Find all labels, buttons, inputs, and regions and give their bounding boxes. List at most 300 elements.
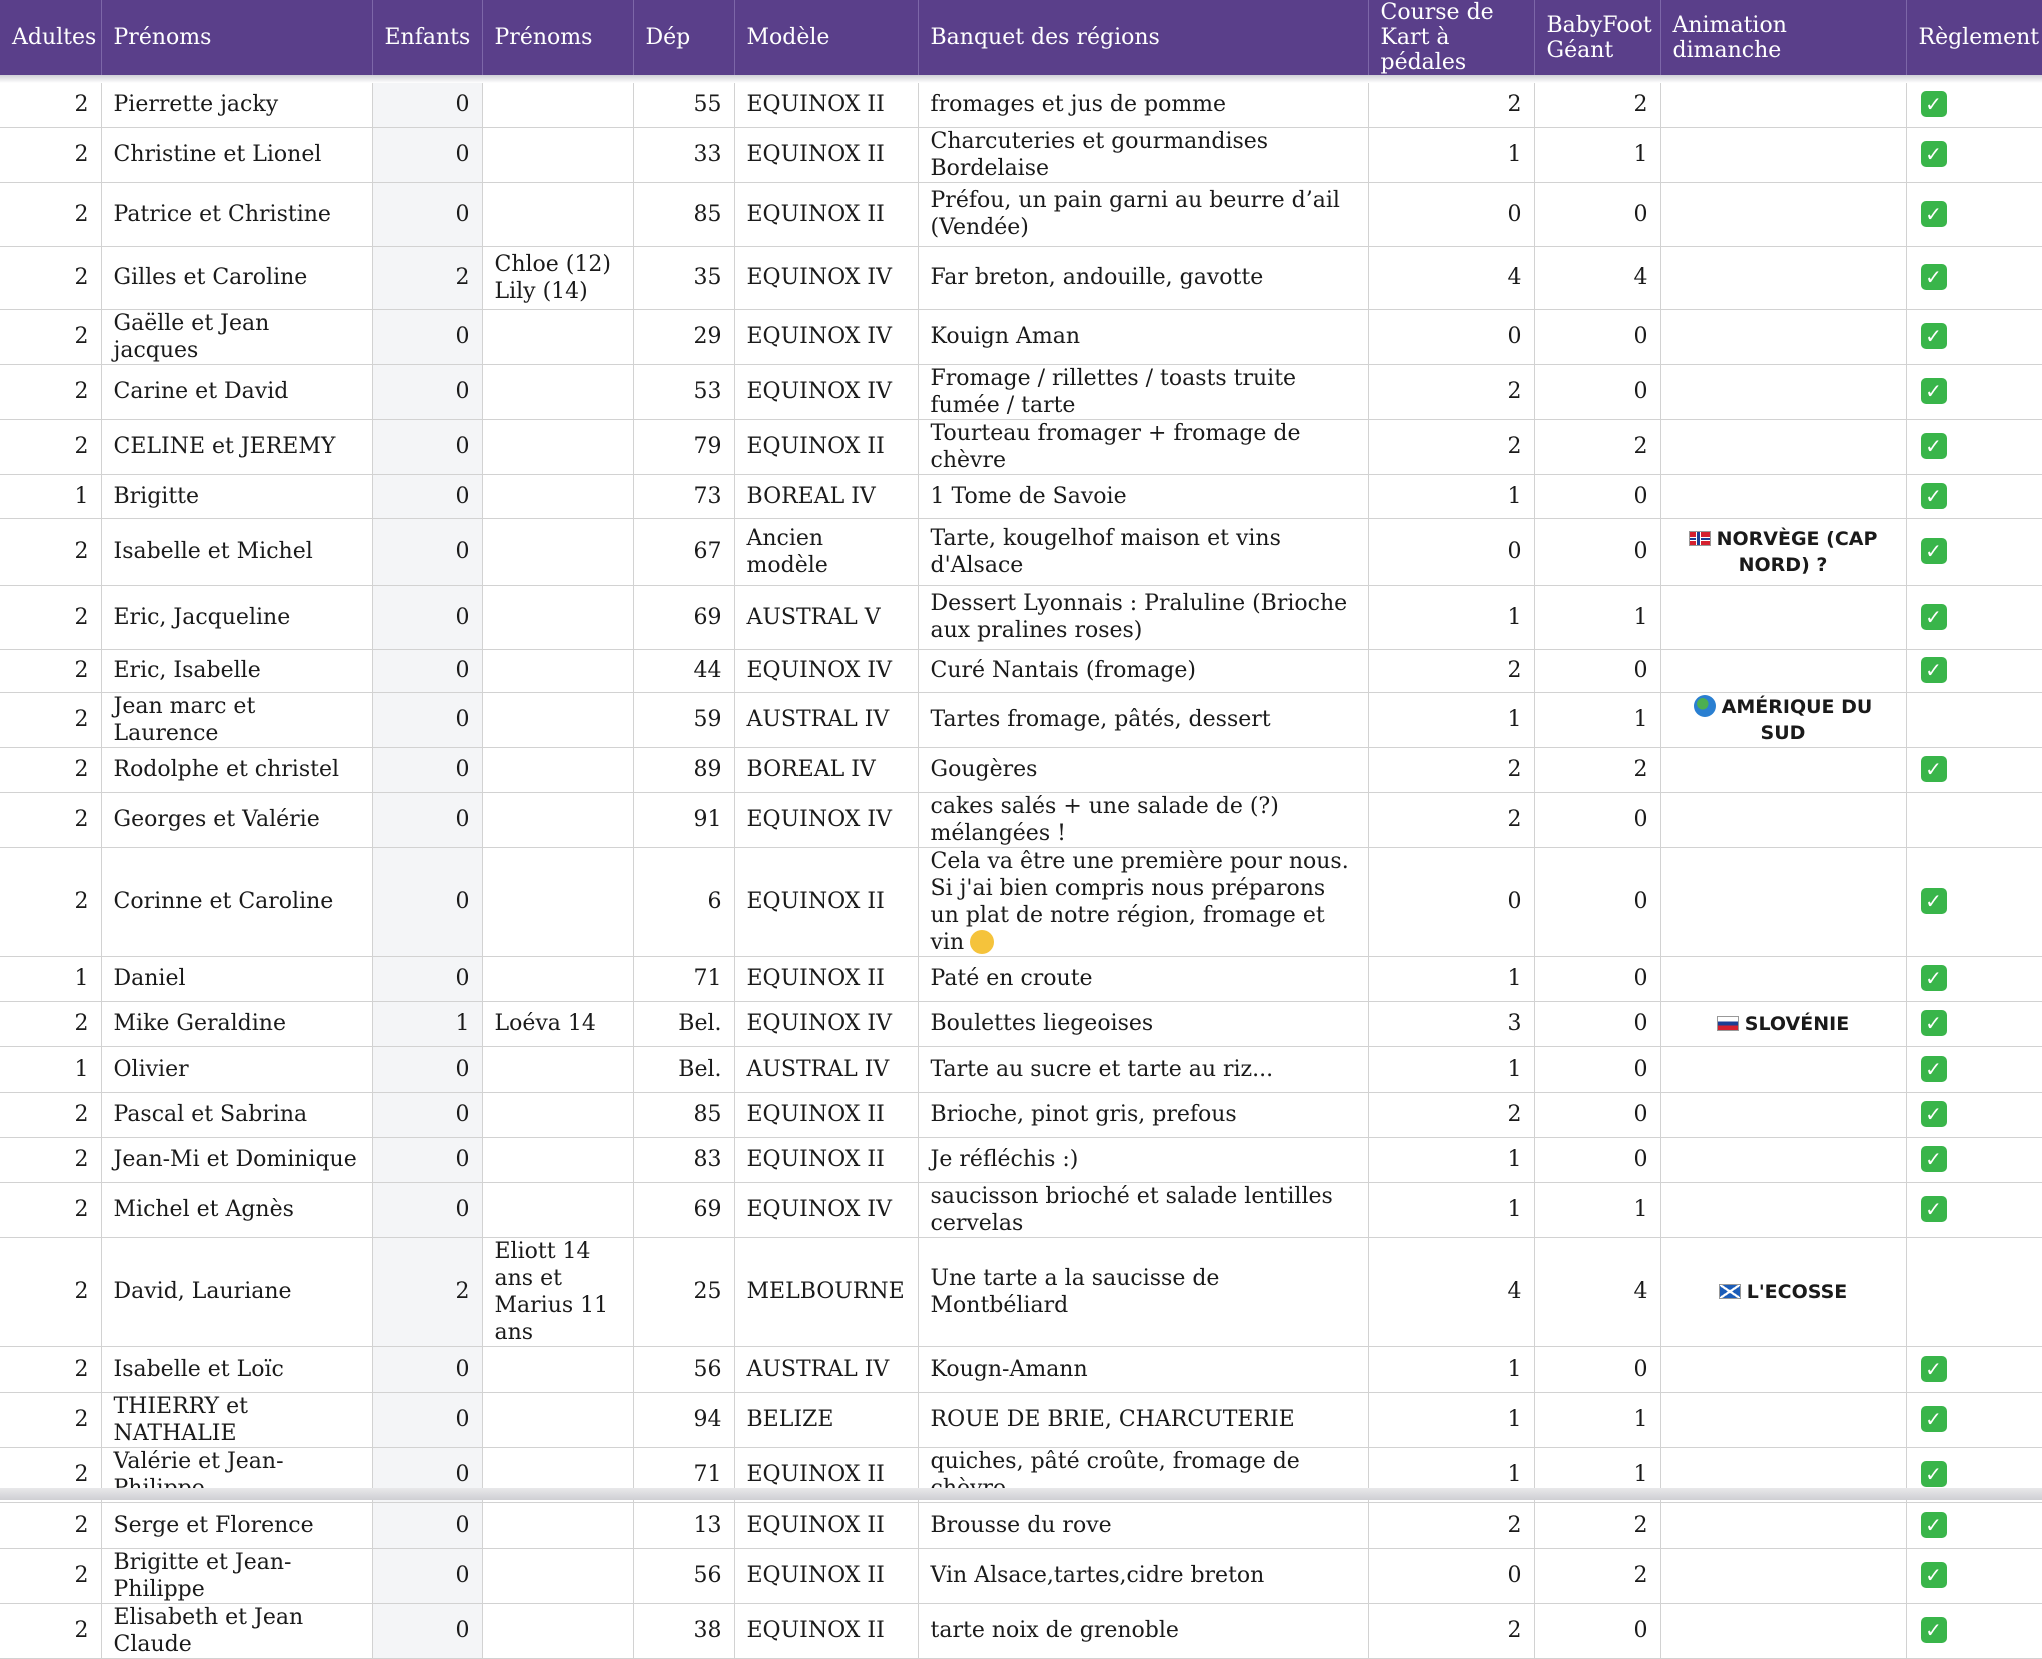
cell-enfants: 2 bbox=[372, 1237, 482, 1346]
header-adultes[interactable]: Adultes bbox=[0, 0, 101, 75]
cell-banquet bbox=[918, 1392, 1368, 1447]
cell-kart: 1 bbox=[1368, 585, 1534, 649]
cell-animation bbox=[1660, 585, 1906, 649]
cell-prenoms: Rodolphe et christel bbox=[101, 747, 372, 792]
cell-modele: MELBOURNE bbox=[734, 1237, 918, 1346]
cell-reglement bbox=[1906, 518, 2042, 585]
cell-enfants: 0 bbox=[372, 1182, 482, 1237]
table-row[interactable] bbox=[0, 692, 2042, 747]
cell-adultes: 2 bbox=[0, 1137, 101, 1182]
cell-adultes: 2 bbox=[0, 585, 101, 649]
banquet-text: Dessert Lyonnais : Praluline (Brioche aux pralines roses) bbox=[930, 591, 1348, 643]
cell-animation bbox=[1660, 956, 1906, 1001]
cell-reglement bbox=[1906, 1137, 2042, 1182]
animation-label: SLOVÉNIE bbox=[1744, 1012, 1850, 1035]
cell-modele: EQUINOX II bbox=[734, 1603, 918, 1658]
cell-reglement bbox=[1906, 83, 2042, 127]
table-row[interactable] bbox=[0, 83, 2042, 127]
cell-banquet bbox=[918, 649, 1368, 692]
cell-adultes: 2 bbox=[0, 747, 101, 792]
check-mark-icon: ✓ bbox=[1921, 756, 1947, 782]
cell-prenoms-enfants bbox=[482, 847, 633, 956]
cell-banquet bbox=[918, 1346, 1368, 1392]
banquet-text: cakes salés + une salade de (?) mélangées ! bbox=[930, 793, 1279, 846]
animation-label: AMÉRIQUE DU SUD bbox=[1721, 695, 1873, 744]
cell-dep: Bel. bbox=[633, 1001, 734, 1046]
cell-dep: 56 bbox=[633, 1548, 734, 1603]
cell-animation bbox=[1660, 1001, 1906, 1046]
cell-babyfoot: 1 bbox=[1534, 1447, 1660, 1502]
cell-prenoms-enfants bbox=[482, 1092, 633, 1137]
cell-animation bbox=[1660, 792, 1906, 847]
header-babyfoot[interactable]: BabyFoot Géant bbox=[1534, 0, 1660, 75]
cell-animation bbox=[1660, 649, 1906, 692]
cell-banquet bbox=[918, 419, 1368, 474]
cell-adultes: 2 bbox=[0, 649, 101, 692]
cell-babyfoot: 1 bbox=[1534, 585, 1660, 649]
cell-prenoms: Eric, Jacqueline bbox=[101, 585, 372, 649]
check-mark-icon: ✓ bbox=[1921, 1010, 1947, 1036]
cell-prenoms-enfants bbox=[482, 1603, 633, 1658]
cell-modele: EQUINOX II bbox=[734, 1502, 918, 1548]
cell-dep: 85 bbox=[633, 1092, 734, 1137]
cell-babyfoot: 2 bbox=[1534, 419, 1660, 474]
cell-prenoms-enfants bbox=[482, 83, 633, 127]
cell-banquet bbox=[918, 1046, 1368, 1092]
cell-modele: EQUINOX IV bbox=[734, 649, 918, 692]
table-row[interactable] bbox=[0, 1548, 2042, 1603]
cell-kart: 2 bbox=[1368, 1092, 1534, 1137]
table-row[interactable] bbox=[0, 246, 2042, 309]
banquet-text: Charcuteries et gourmandises Bordelaise bbox=[930, 128, 1269, 181]
cell-reglement bbox=[1906, 246, 2042, 309]
cell-prenoms-enfants bbox=[482, 309, 633, 364]
animation-label: L'ECOSSE bbox=[1746, 1280, 1848, 1303]
cell-dep: 25 bbox=[633, 1237, 734, 1346]
cell-banquet bbox=[918, 182, 1368, 246]
check-mark-icon: ✓ bbox=[1921, 1056, 1947, 1082]
cell-enfants: 0 bbox=[372, 649, 482, 692]
check-mark-icon: ✓ bbox=[1921, 1461, 1947, 1487]
cell-adultes: 2 bbox=[0, 1182, 101, 1237]
cell-dep: 56 bbox=[633, 1346, 734, 1392]
cell-babyfoot: 0 bbox=[1534, 182, 1660, 246]
table-row[interactable] bbox=[0, 364, 2042, 419]
cell-adultes: 2 bbox=[0, 1092, 101, 1137]
cell-banquet bbox=[918, 1502, 1368, 1548]
cell-reglement bbox=[1906, 792, 2042, 847]
check-mark-icon: ✓ bbox=[1921, 1562, 1947, 1588]
cell-banquet bbox=[918, 474, 1368, 518]
cell-prenoms-enfants bbox=[482, 1182, 633, 1237]
cell-modele: EQUINOX II bbox=[734, 847, 918, 956]
cell-modele: EQUINOX IV bbox=[734, 1001, 918, 1046]
cell-adultes: 2 bbox=[0, 364, 101, 419]
cell-adultes: 2 bbox=[0, 419, 101, 474]
cell-modele: EQUINOX IV bbox=[734, 364, 918, 419]
cell-kart: 4 bbox=[1368, 1237, 1534, 1346]
cell-prenoms: David, Lauriane bbox=[101, 1237, 372, 1346]
cell-banquet bbox=[918, 585, 1368, 649]
cell-babyfoot: 0 bbox=[1534, 474, 1660, 518]
cell-prenoms-enfants bbox=[482, 585, 633, 649]
cell-dep: 91 bbox=[633, 792, 734, 847]
table-row[interactable] bbox=[0, 1182, 2042, 1237]
cell-prenoms: THIERRY et NATHALIE bbox=[101, 1392, 372, 1447]
cell-kart: 0 bbox=[1368, 182, 1534, 246]
banquet-text: Vin Alsace,tartes,cidre breton bbox=[930, 1563, 1265, 1588]
cell-banquet bbox=[918, 1182, 1368, 1237]
cell-babyfoot: 1 bbox=[1534, 692, 1660, 747]
table-row[interactable] bbox=[0, 1392, 2042, 1447]
cell-prenoms: Daniel bbox=[101, 956, 372, 1001]
cell-enfants: 0 bbox=[372, 1603, 482, 1658]
table-row[interactable] bbox=[0, 1346, 2042, 1392]
cell-babyfoot: 0 bbox=[1534, 309, 1660, 364]
cell-dep: 69 bbox=[633, 585, 734, 649]
check-mark-icon: ✓ bbox=[1921, 141, 1947, 167]
cell-prenoms: Serge et Florence bbox=[101, 1502, 372, 1548]
header-banquet[interactable]: Banquet des régions bbox=[918, 0, 1368, 75]
cell-animation bbox=[1660, 1182, 1906, 1237]
cell-prenoms: Pierrette jacky bbox=[101, 83, 372, 127]
cell-prenoms-enfants bbox=[482, 792, 633, 847]
cell-dep: 6 bbox=[633, 847, 734, 956]
cell-animation bbox=[1660, 474, 1906, 518]
cell-prenoms-enfants bbox=[482, 1137, 633, 1182]
cell-prenoms: Mike Geraldine bbox=[101, 1001, 372, 1046]
cell-banquet bbox=[918, 83, 1368, 127]
flag-icon bbox=[1717, 1016, 1739, 1031]
cell-reglement bbox=[1906, 1502, 2042, 1548]
cell-babyfoot: 0 bbox=[1534, 1092, 1660, 1137]
cell-kart: 2 bbox=[1368, 419, 1534, 474]
globe-icon bbox=[1694, 695, 1716, 717]
cell-kart: 3 bbox=[1368, 1001, 1534, 1046]
cell-enfants: 0 bbox=[372, 692, 482, 747]
cell-enfants: 1 bbox=[372, 1001, 482, 1046]
cell-animation bbox=[1660, 1237, 1906, 1346]
cell-animation bbox=[1660, 83, 1906, 127]
cell-reglement bbox=[1906, 1092, 2042, 1137]
cell-prenoms-enfants bbox=[482, 956, 633, 1001]
cell-kart: 1 bbox=[1368, 1346, 1534, 1392]
banquet-text: Curé Nantais (fromage) bbox=[930, 658, 1196, 683]
cell-reglement bbox=[1906, 419, 2042, 474]
cell-banquet bbox=[918, 956, 1368, 1001]
cell-prenoms-enfants bbox=[482, 649, 633, 692]
cell-modele: EQUINOX II bbox=[734, 1548, 918, 1603]
cell-babyfoot: 4 bbox=[1534, 1237, 1660, 1346]
cell-babyfoot: 0 bbox=[1534, 1137, 1660, 1182]
check-mark-icon: ✓ bbox=[1921, 1356, 1947, 1382]
cell-prenoms-enfants bbox=[482, 1346, 633, 1392]
banquet-text: Gougères bbox=[930, 757, 1038, 782]
cell-enfants: 0 bbox=[372, 1046, 482, 1092]
cell-enfants: 0 bbox=[372, 1392, 482, 1447]
cell-banquet bbox=[918, 364, 1368, 419]
cell-prenoms-enfants bbox=[482, 182, 633, 246]
table-row[interactable] bbox=[0, 309, 2042, 364]
cell-prenoms: Jean-Mi et Dominique bbox=[101, 1137, 372, 1182]
cell-banquet bbox=[918, 1137, 1368, 1182]
cell-reglement bbox=[1906, 1548, 2042, 1603]
cell-dep: 13 bbox=[633, 1502, 734, 1548]
banquet-text: Fromage / rillettes / toasts truite fumée / tarte bbox=[930, 365, 1297, 418]
cell-babyfoot: 0 bbox=[1534, 1001, 1660, 1046]
cell-prenoms: Jean marc et Laurence bbox=[101, 692, 372, 747]
header-prenoms-enfants[interactable]: Prénoms bbox=[482, 0, 633, 75]
cell-adultes: 2 bbox=[0, 309, 101, 364]
cell-prenoms-enfants bbox=[482, 1548, 633, 1603]
header-enfants[interactable]: Enfants bbox=[372, 0, 482, 75]
banquet-text: 1 Tome de Savoie bbox=[930, 483, 1127, 509]
cell-enfants: 0 bbox=[372, 1502, 482, 1548]
table-row[interactable] bbox=[0, 474, 2042, 518]
cell-babyfoot: 2 bbox=[1534, 83, 1660, 127]
cell-kart: 0 bbox=[1368, 1548, 1534, 1603]
cell-prenoms-enfants bbox=[482, 1046, 633, 1092]
cell-babyfoot: 0 bbox=[1534, 956, 1660, 1001]
table-row[interactable] bbox=[0, 1092, 2042, 1137]
cell-prenoms: Brigitte bbox=[101, 474, 372, 518]
cell-enfants: 2 bbox=[372, 246, 482, 309]
cell-banquet bbox=[918, 1548, 1368, 1603]
cell-reglement bbox=[1906, 309, 2042, 364]
cell-enfants: 0 bbox=[372, 83, 482, 127]
cell-babyfoot: 1 bbox=[1534, 1182, 1660, 1237]
cell-adultes: 2 bbox=[0, 83, 101, 127]
cell-banquet bbox=[918, 692, 1368, 747]
cell-banquet bbox=[918, 792, 1368, 847]
cell-modele: EQUINOX II bbox=[734, 127, 918, 182]
table-row[interactable] bbox=[0, 182, 2042, 246]
cell-babyfoot: 2 bbox=[1534, 1502, 1660, 1548]
table-row[interactable] bbox=[0, 1502, 2042, 1548]
table-row[interactable] bbox=[0, 792, 2042, 847]
cell-kart: 1 bbox=[1368, 1447, 1534, 1502]
cell-enfants: 0 bbox=[372, 182, 482, 246]
cell-modele: EQUINOX II bbox=[734, 1092, 918, 1137]
cell-banquet bbox=[918, 747, 1368, 792]
cell-reglement bbox=[1906, 956, 2042, 1001]
check-mark-icon: ✓ bbox=[1921, 433, 1947, 459]
banquet-text: Kougn-Amann bbox=[930, 1356, 1088, 1382]
banquet-text: Kouign Aman bbox=[930, 324, 1081, 349]
cell-animation bbox=[1660, 182, 1906, 246]
cell-modele: EQUINOX II bbox=[734, 1447, 918, 1502]
table-row[interactable] bbox=[0, 956, 2042, 1001]
cell-banquet bbox=[918, 1237, 1368, 1346]
cell-enfants: 0 bbox=[372, 518, 482, 585]
cell-reglement bbox=[1906, 127, 2042, 182]
cell-kart: 1 bbox=[1368, 956, 1534, 1001]
cell-dep: 73 bbox=[633, 474, 734, 518]
cell-babyfoot: 0 bbox=[1534, 1346, 1660, 1392]
bottom-scroll-bar[interactable] bbox=[0, 1488, 2042, 1500]
table-row[interactable] bbox=[0, 747, 2042, 792]
check-mark-icon: ✓ bbox=[1921, 1617, 1947, 1643]
cell-reglement bbox=[1906, 692, 2042, 747]
table-row[interactable] bbox=[0, 1001, 2042, 1046]
cell-modele: BOREAL IV bbox=[734, 747, 918, 792]
cell-adultes: 2 bbox=[0, 1603, 101, 1658]
cell-dep: 83 bbox=[633, 1137, 734, 1182]
cell-animation bbox=[1660, 1392, 1906, 1447]
cell-banquet bbox=[918, 847, 1368, 956]
cell-kart: 2 bbox=[1368, 1603, 1534, 1658]
cell-modele: Ancien modèle bbox=[734, 518, 918, 585]
banquet-text: Paté en croute bbox=[930, 966, 1093, 991]
cell-modele: EQUINOX II bbox=[734, 956, 918, 1001]
cell-adultes: 2 bbox=[0, 1548, 101, 1603]
cell-animation bbox=[1660, 309, 1906, 364]
cell-prenoms: Corinne et Caroline bbox=[101, 847, 372, 956]
check-mark-icon: ✓ bbox=[1921, 1196, 1947, 1222]
cell-enfants: 0 bbox=[372, 1092, 482, 1137]
cell-dep: 35 bbox=[633, 246, 734, 309]
cell-reglement bbox=[1906, 1182, 2042, 1237]
cell-prenoms-enfants bbox=[482, 747, 633, 792]
cell-babyfoot: 0 bbox=[1534, 1603, 1660, 1658]
header-reglement[interactable]: Règlement bbox=[1906, 0, 2042, 75]
cell-dep: 89 bbox=[633, 747, 734, 792]
thinking-face-icon bbox=[970, 930, 994, 954]
cell-prenoms: Carine et David bbox=[101, 364, 372, 419]
cell-banquet bbox=[918, 1603, 1368, 1658]
cell-modele: EQUINOX IV bbox=[734, 792, 918, 847]
header-prenoms[interactable]: Prénoms bbox=[101, 0, 372, 75]
cell-adultes: 2 bbox=[0, 1346, 101, 1392]
banquet-text: quiches, pâté croûte, fromage de bbox=[930, 1448, 1300, 1474]
cell-animation bbox=[1660, 747, 1906, 792]
cell-animation bbox=[1660, 1046, 1906, 1092]
banquet-text: Préfou, un pain garni au beurre d’ail (Vendée) bbox=[930, 188, 1340, 240]
cell-dep: 69 bbox=[633, 1182, 734, 1237]
table-row[interactable] bbox=[0, 585, 2042, 649]
cell-banquet bbox=[918, 1001, 1368, 1046]
cell-prenoms: Eric, Isabelle bbox=[101, 649, 372, 692]
cell-dep: 29 bbox=[633, 309, 734, 364]
cell-reglement bbox=[1906, 474, 2042, 518]
cell-adultes: 1 bbox=[0, 1046, 101, 1092]
cell-babyfoot: 0 bbox=[1534, 792, 1660, 847]
cell-reglement bbox=[1906, 1046, 2042, 1092]
cell-kart: 2 bbox=[1368, 83, 1534, 127]
cell-prenoms: Michel et Agnès bbox=[101, 1182, 372, 1237]
cell-enfants: 0 bbox=[372, 747, 482, 792]
cell-kart: 1 bbox=[1368, 1137, 1534, 1182]
cell-dep: 53 bbox=[633, 364, 734, 419]
cell-prenoms: Georges et Valérie bbox=[101, 792, 372, 847]
header-modele[interactable]: Modèle bbox=[734, 0, 918, 75]
cell-prenoms: Isabelle et Michel bbox=[101, 518, 372, 585]
cell-babyfoot: 0 bbox=[1534, 649, 1660, 692]
cell-adultes: 2 bbox=[0, 127, 101, 182]
check-mark-icon: ✓ bbox=[1921, 1512, 1947, 1538]
cell-animation bbox=[1660, 246, 1906, 309]
banquet-text: Boulettes liegeoises bbox=[930, 1011, 1154, 1036]
table-row[interactable] bbox=[0, 518, 2042, 585]
cell-prenoms: Brigitte et Jean-Philippe bbox=[101, 1548, 372, 1603]
cell-kart: 1 bbox=[1368, 1392, 1534, 1447]
animation-label: NORVÈGE (CAP NORD) ? bbox=[1716, 527, 1878, 576]
cell-adultes: 2 bbox=[0, 1237, 101, 1346]
header-animation[interactable]: Animation dimanche bbox=[1660, 0, 1906, 75]
cell-adultes: 2 bbox=[0, 182, 101, 246]
cell-animation bbox=[1660, 364, 1906, 419]
cell-dep: 33 bbox=[633, 127, 734, 182]
cell-prenoms: Christine et Lionel bbox=[101, 127, 372, 182]
cell-reglement bbox=[1906, 847, 2042, 956]
cell-babyfoot: 0 bbox=[1534, 1046, 1660, 1092]
cell-modele: AUSTRAL IV bbox=[734, 1046, 918, 1092]
banquet-text: Brousse du rove bbox=[930, 1512, 1112, 1538]
check-mark-icon: ✓ bbox=[1921, 264, 1947, 290]
banquet-text: Tourteau fromager + fromage de chèvre bbox=[930, 420, 1301, 473]
banquet-text: Brioche, pinot gris, prefous bbox=[930, 1102, 1237, 1127]
flag-icon bbox=[1689, 531, 1711, 546]
cell-animation bbox=[1660, 692, 1906, 747]
cell-animation bbox=[1660, 1548, 1906, 1603]
cell-babyfoot: 2 bbox=[1534, 1548, 1660, 1603]
cell-reglement bbox=[1906, 364, 2042, 419]
header-kart[interactable]: Course de Kart à pédales bbox=[1368, 0, 1534, 75]
cell-modele: EQUINOX II bbox=[734, 83, 918, 127]
check-mark-icon: ✓ bbox=[1921, 888, 1947, 914]
cell-reglement bbox=[1906, 585, 2042, 649]
cell-kart: 0 bbox=[1368, 309, 1534, 364]
table-header bbox=[0, 0, 2042, 83]
cell-kart: 1 bbox=[1368, 1046, 1534, 1092]
header-dep[interactable]: Dép bbox=[633, 0, 734, 75]
cell-banquet bbox=[918, 246, 1368, 309]
cell-modele: EQUINOX IV bbox=[734, 309, 918, 364]
cell-kart: 2 bbox=[1368, 364, 1534, 419]
cell-prenoms-enfants bbox=[482, 419, 633, 474]
cell-adultes: 2 bbox=[0, 246, 101, 309]
table-row[interactable] bbox=[0, 1137, 2042, 1182]
cell-prenoms: Valérie et Jean- bbox=[101, 1447, 372, 1502]
cell-babyfoot: 2 bbox=[1534, 747, 1660, 792]
cell-modele: BELIZE bbox=[734, 1392, 918, 1447]
cell-dep: 59 bbox=[633, 692, 734, 747]
table-body bbox=[0, 83, 2042, 1658]
check-mark-icon: ✓ bbox=[1921, 538, 1947, 564]
table-row[interactable] bbox=[0, 419, 2042, 474]
cell-reglement bbox=[1906, 649, 2042, 692]
table-row[interactable] bbox=[0, 1046, 2042, 1092]
table-row[interactable] bbox=[0, 127, 2042, 182]
cell-prenoms-enfants bbox=[482, 1502, 633, 1548]
table-row[interactable] bbox=[0, 1237, 2042, 1346]
cell-modele: EQUINOX II bbox=[734, 182, 918, 246]
cell-reglement bbox=[1906, 1603, 2042, 1658]
cell-enfants: 0 bbox=[372, 1447, 482, 1502]
table-row[interactable] bbox=[0, 649, 2042, 692]
table-row[interactable] bbox=[0, 1603, 2042, 1658]
cell-kart: 1 bbox=[1368, 474, 1534, 518]
cell-kart: 0 bbox=[1368, 518, 1534, 585]
cell-banquet bbox=[918, 1092, 1368, 1137]
cell-babyfoot: 1 bbox=[1534, 127, 1660, 182]
cell-dep: 71 bbox=[633, 956, 734, 1001]
cell-modele: EQUINOX IV bbox=[734, 246, 918, 309]
cell-animation bbox=[1660, 1346, 1906, 1392]
cell-dep: 67 bbox=[633, 518, 734, 585]
check-mark-icon: ✓ bbox=[1921, 657, 1947, 683]
table-row[interactable] bbox=[0, 847, 2042, 956]
